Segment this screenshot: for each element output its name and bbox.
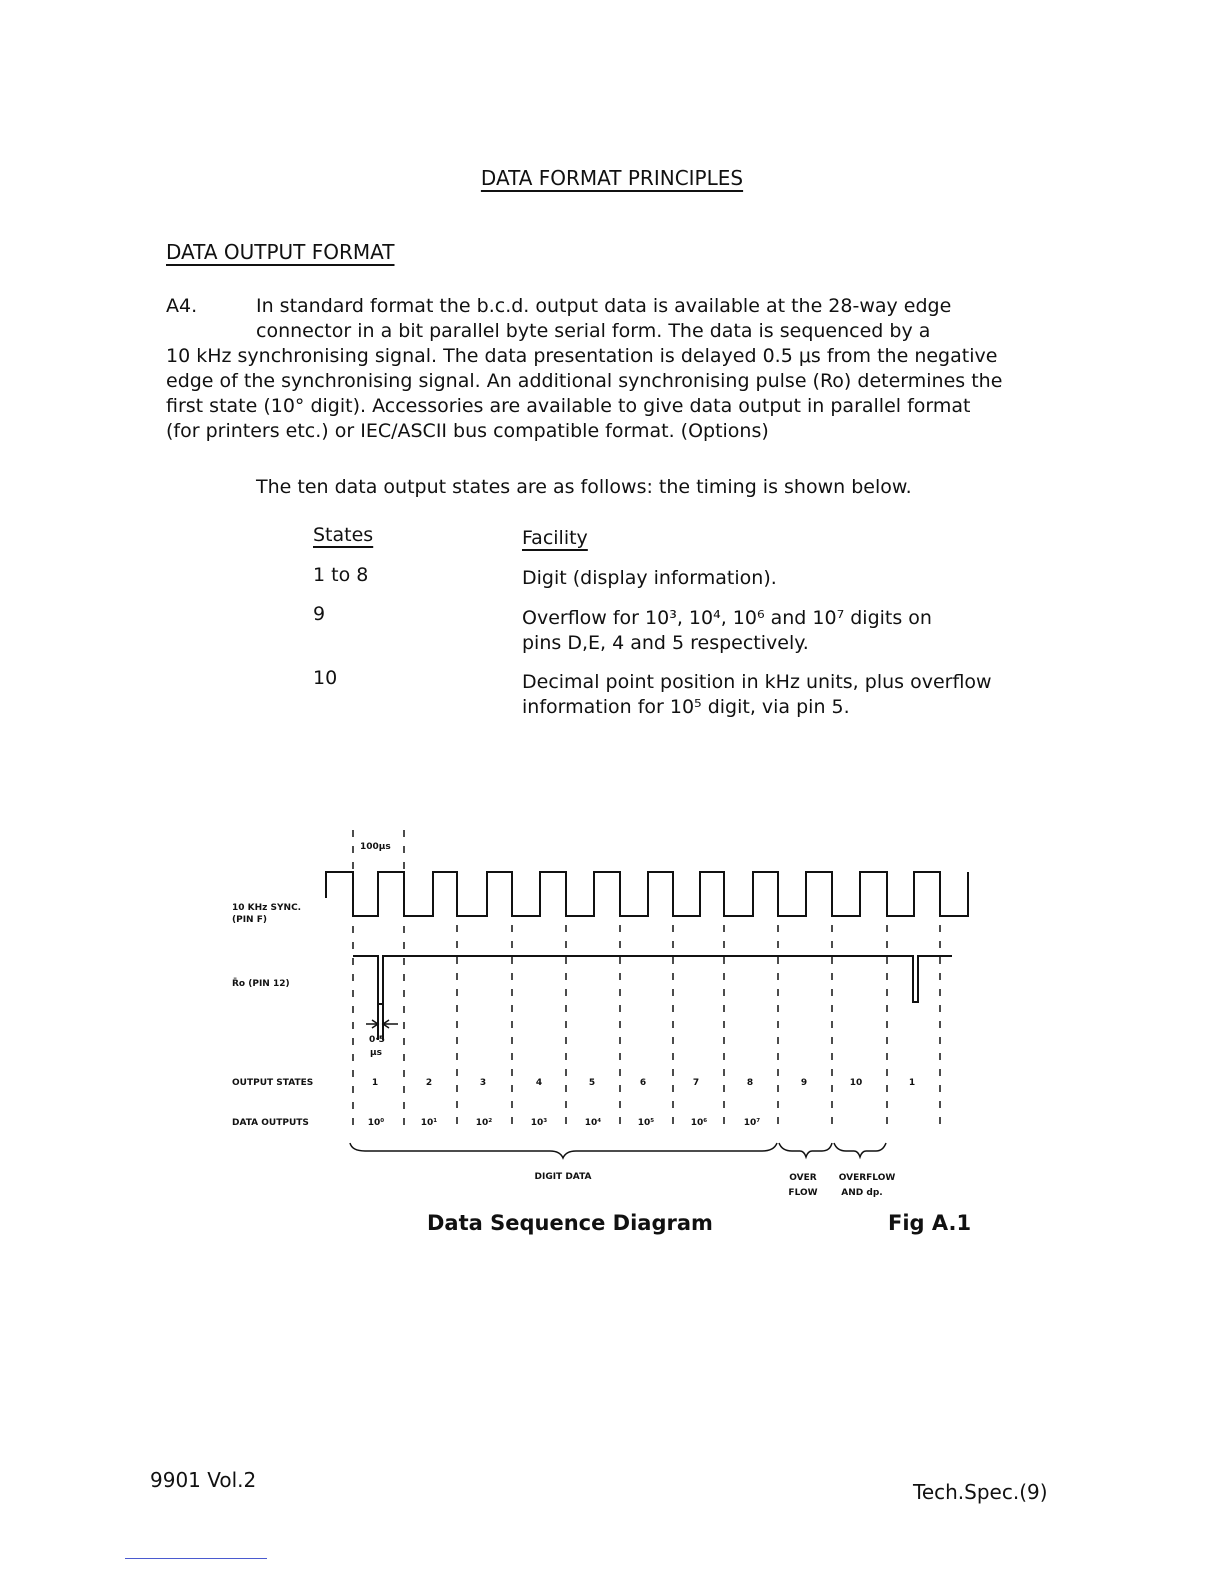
group-label-overflow-dp: OVERFLOW xyxy=(838,1173,896,1183)
brace-overflow xyxy=(779,1143,832,1157)
state-cell: 9 xyxy=(313,603,326,625)
para-line: (for printers etc.) or IEC/ASCII bus compatible format. (Options) xyxy=(166,420,769,442)
delay-label: 0·5 xyxy=(369,1035,385,1045)
group-label-overflow-dp: AND dp. xyxy=(841,1188,883,1198)
output-label: 10⁷ xyxy=(743,1118,761,1128)
state-label: 4 xyxy=(535,1078,543,1088)
table-header-states: States xyxy=(313,524,374,546)
footer-right: Tech.Spec.(9) xyxy=(913,1480,1048,1504)
state-label: 10 xyxy=(849,1078,863,1088)
state-label: 7 xyxy=(692,1078,700,1088)
output-label: 10¹ xyxy=(420,1118,438,1128)
state-label: 6 xyxy=(639,1078,647,1088)
facility-line: information for 10⁵ digit, via pin 5. xyxy=(522,696,850,718)
sync-waveform xyxy=(326,872,968,916)
figure-label: Fig A.1 xyxy=(888,1211,972,1235)
state-label: 8 xyxy=(746,1078,754,1088)
group-label-digit-data: DIGIT DATA xyxy=(534,1172,592,1182)
state-label: 2 xyxy=(425,1078,433,1088)
state-cell: 1 to 8 xyxy=(313,564,369,586)
delay-unit: μs xyxy=(370,1048,382,1058)
state-cell: 10 xyxy=(313,667,338,689)
state-label: 1 xyxy=(908,1078,916,1088)
output-label: 10⁵ xyxy=(637,1118,655,1128)
label-output-states: OUTPUT STATES xyxy=(232,1078,314,1088)
section-heading: DATA OUTPUT FORMAT xyxy=(166,240,395,264)
output-label: 10⁴ xyxy=(584,1118,602,1128)
output-label: 10² xyxy=(475,1118,493,1128)
brace-digit-data xyxy=(350,1143,777,1158)
para-line: first state (10° digit). Accessories are available to give data output in parallel format xyxy=(166,395,971,417)
para-line: edge of the synchronising signal. An additional synchronising pulse (Ro) determines the xyxy=(166,370,1003,392)
facility-line: pins D,E, 4 and 5 respectively. xyxy=(522,632,809,654)
para-line: In standard format the b.c.d. output data is available at the 28-way edge xyxy=(256,295,952,317)
output-label: 10³ xyxy=(530,1118,548,1128)
label-ro: R̄o (PIN 12) xyxy=(232,979,290,989)
page-title: DATA FORMAT PRINCIPLES xyxy=(480,166,744,190)
intro-text: The ten data output states are as follows: the timing is shown below. xyxy=(256,476,912,498)
para-line: 10 kHz synchronising signal. The data presentation is delayed 0.5 μs from the negative xyxy=(166,345,998,367)
state-label: 5 xyxy=(588,1078,596,1088)
facility-line: Overflow for 10³, 10⁴, 10⁶ and 10⁷ digits on xyxy=(522,607,932,629)
label-data-outputs: DATA OUTPUTS xyxy=(232,1118,309,1128)
ro-waveform xyxy=(353,956,952,1004)
paragraph-number: A4. xyxy=(166,295,198,317)
table-header-facility: Facility xyxy=(522,527,588,549)
para-line: connector in a bit parallel byte serial form. The data is sequenced by a xyxy=(256,320,931,342)
brace-overflow-dp xyxy=(834,1143,886,1157)
footer-left: 9901 Vol.2 xyxy=(150,1468,257,1492)
footer-rule xyxy=(125,1558,267,1559)
group-label-overflow: FLOW xyxy=(788,1188,818,1198)
group-label-overflow: OVER xyxy=(789,1173,817,1183)
facility-line: Decimal point position in kHz units, plus overflow xyxy=(522,671,992,693)
state-label: 9 xyxy=(800,1078,808,1088)
label-sync-pin: (PIN F) xyxy=(232,915,267,925)
output-label: 10⁰ xyxy=(367,1118,385,1128)
figure-caption: Data Sequence Diagram xyxy=(427,1211,713,1235)
state-label: 3 xyxy=(479,1078,487,1088)
label-sync: 10 KHz SYNC. xyxy=(232,903,302,913)
period-label: 100μs xyxy=(360,842,391,852)
facility-line: Digit (display information). xyxy=(522,567,777,589)
output-label: 10⁶ xyxy=(690,1118,708,1128)
state-label: 1 xyxy=(371,1078,379,1088)
